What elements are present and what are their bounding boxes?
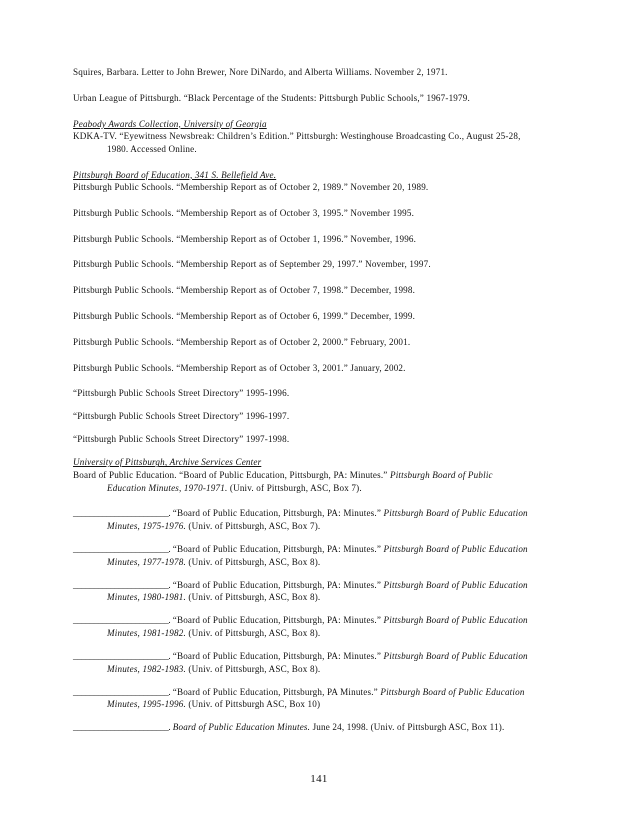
section-header-pbe: Pittsburgh Board of Education, 341 S. Bellefield Ave. — [73, 169, 277, 180]
section-group-peabody — [73, 118, 528, 156]
author-repeat-rule: _______________________. — [73, 508, 171, 519]
citation-entry: Pittsburgh Public Schools. “Membership Report as of October 3, 1995.” November 1995. — [73, 207, 415, 218]
citation-locator: (Univ. of Pittsburgh ASC, Box 10) — [188, 699, 321, 710]
citation-entry-minutes — [73, 469, 528, 494]
citation-title: “Board of Public Education, Pittsburgh, PA: Minutes.” — [172, 508, 382, 519]
citation-entry: Pittsburgh Public Schools. “Membership Report as of October 3, 2001.” January, 2002. — [73, 362, 406, 373]
citation-entry: Pittsburgh Public Schools. “Membership Report as of October 1, 1996.” November, 1996. — [73, 233, 417, 244]
citation-source: Pittsburgh Board of Public Education Minutes, 1970-1971. — [107, 469, 493, 493]
citation-entry: Pittsburgh Public Schools. “Membership Report as of October 6, 1999.” December, 1999. — [73, 311, 416, 322]
author-repeat-rule: _______________________. — [73, 543, 171, 554]
citation-source: Pittsburgh Board of Public Education Minutes, 1975-1976. — [107, 508, 528, 531]
citation-entry: Pittsburgh Public Schools. “Membership Report as of October 7, 1998.” December, 1998. — [73, 285, 416, 296]
citation-entry-minutes — [73, 686, 528, 711]
citation-source: Pittsburgh Board of Public Education Minutes, 1980-1981. — [107, 579, 528, 603]
section-header-peabody: Peabody Awards Collection, University of Georgia — [73, 118, 267, 129]
citation-entry: “Pittsburgh Public Schools Street Directory” 1997-1998. — [73, 434, 290, 445]
bibliography-content — [73, 66, 528, 745]
citation-entry-minutes — [73, 650, 528, 675]
citation-entry: Pittsburgh Public Schools. “Membership Report as of September 29, 1997.” November, 1997. — [73, 259, 431, 270]
citation-title: “Board of Public Education, Pittsburgh, PA Minutes.” — [172, 686, 378, 697]
citation-title: “Board of Public Education, Pittsburgh, PA: Minutes.” — [179, 469, 388, 480]
citation-entry-minutes — [73, 721, 528, 734]
citation-title: “Board of Public Education, Pittsburgh, PA: Minutes.” — [172, 615, 382, 626]
section-header-pitt-asc: University of Pittsburgh, Archive Services Center — [73, 457, 262, 468]
citation-entry: KDKA-TV. “Eyewitness Newsbreak: Children’s Edition.” Pittsburgh: Westinghouse Broadcasting Co., August 25-28, 1980. Accessed Online. — [73, 131, 521, 154]
citation-author: Board of Public Education. — [73, 469, 177, 480]
author-repeat-rule: _______________________. — [73, 686, 171, 697]
author-repeat-rule: _______________________. — [73, 579, 171, 590]
author-repeat-rule: _______________________. — [73, 615, 171, 626]
page-number: 141 — [310, 773, 328, 785]
citation-entry: “Pittsburgh Public Schools Street Directory” 1996-1997. — [73, 411, 290, 422]
citation-locator: (Univ. of Pittsburgh, ASC, Box 7). — [188, 520, 321, 531]
citation-source: Pittsburgh Board of Public Education Minutes, 1982-1983. — [107, 651, 528, 674]
citation-source: Board of Public Education Minutes. — [172, 722, 311, 733]
citation-source: Pittsburgh Board of Public Education Minutes, 1977-1978. — [107, 543, 528, 567]
citation-entry: Pittsburgh Public Schools. “Membership Report as of October 2, 1989.” November 20, 1989. — [73, 182, 429, 193]
citation-entry-minutes — [73, 579, 528, 604]
citation-title: “Board of Public Education, Pittsburgh, PA: Minutes.” — [172, 579, 382, 590]
citation-entry: Pittsburgh Public Schools. “Membership Report as of October 2, 2000.” February, 2001. — [73, 336, 411, 347]
citation-source: Pittsburgh Board of Public Education Minutes, 1995-1996. — [107, 686, 525, 710]
citation-locator: June 24, 1998. (Univ. of Pittsburgh ASC, Box 11). — [312, 722, 505, 733]
author-repeat-rule: _______________________. — [73, 722, 171, 733]
citation-entry-minutes — [73, 507, 528, 532]
citation-entry-minutes — [73, 543, 528, 568]
section-group-pitt-asc — [73, 456, 528, 494]
citation-locator: (Univ. of Pittsburgh, ASC, Box 8). — [188, 556, 321, 567]
citation-title: “Board of Public Education, Pittsburgh, PA: Minutes.” — [172, 543, 382, 554]
citation-entry: “Pittsburgh Public Schools Street Directory” 1995-1996. — [73, 388, 290, 399]
citation-locator: (Univ. of Pittsburgh, ASC, Box 7). — [229, 482, 362, 493]
citation-entry: Urban League of Pittsburgh. “Black Percentage of the Students: Pittsburgh Public Schools,” 1967-1979. — [73, 92, 470, 103]
citation-source: Pittsburgh Board of Public Education Minutes, 1981-1982. — [107, 615, 528, 638]
citation-entry-minutes — [73, 614, 528, 639]
section-group-pbe — [73, 169, 528, 194]
citation-locator: (Univ. of Pittsburgh, ASC, Box 8). — [188, 592, 321, 603]
citation-entry: Squires, Barbara. Letter to John Brewer, Nore DiNardo, and Alberta Williams. November 2, 1971. — [73, 67, 448, 77]
citation-locator: (Univ. of Pittsburgh, ASC, Box 8). — [188, 627, 321, 638]
citation-title: “Board of Public Education, Pittsburgh, PA: Minutes.” — [172, 651, 382, 662]
author-repeat-rule: _______________________. — [73, 651, 171, 662]
citation-locator: (Univ. of Pittsburgh, ASC, Box 8). — [188, 663, 321, 674]
